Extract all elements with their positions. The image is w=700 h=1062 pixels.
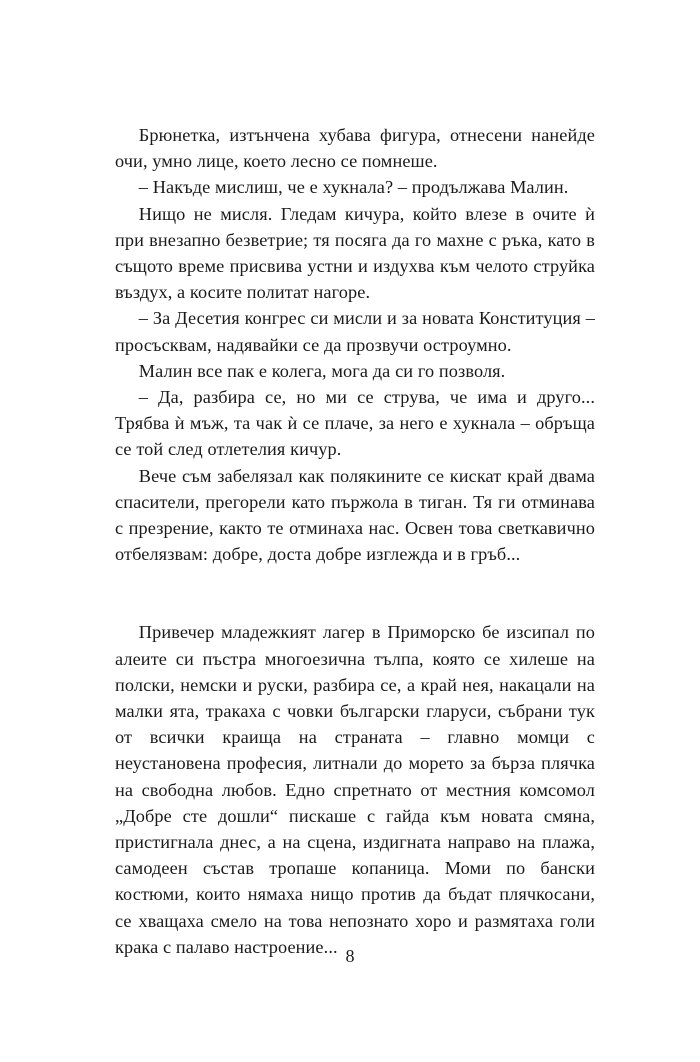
paragraph: – За Десетия конгрес си мисли и за новата Конституция – просъсквам, надявайки се да прозвучи остроумно. bbox=[115, 308, 595, 355]
section-break bbox=[115, 567, 595, 619]
page-body bbox=[115, 122, 595, 960]
paragraph: Вече съм забелязал как полякините се кискат край двама спасители, прегорели като пържола в тиган. Тя ги отминава с презрение, както те отминаха нас. Освен това светкавично отбелязвам: добре, доста добре изглежда и в гръб... bbox=[115, 465, 595, 565]
paragraph: – Да, разбира се, но ми се струва, че има и друго... Трябва ѝ мъж, та чак ѝ се плаче, за него е хукнала – обръща се той след отлетелия кичур. bbox=[115, 387, 595, 460]
paragraph: Привечер младежкият лагер в Приморско бе изсипал по алеите си пъстра многоезична тълпа, която се хилеше на полски, немски и руски, разбира се, а край нея, накацали на малки ята, тракаха с човки български гларуси, събрани тук от всички краища на страната – главно момци с неустановена професия, литнали до морето за бърза плячка на свободна любов. Едно спретнато от местния комсомол „Добре сте дошли“ пискаше с гайда към новата смяна, пристигнала днес, а на сцена, издигната направо на плажа, самодеен състав тропаше копаница. Моми по бански костюми, които нямаха нищо против да бъдат плячкосани, се хващаха смело на това непознато хоро и размятаха голи крака с палаво настроение... bbox=[115, 622, 595, 957]
section-2 bbox=[115, 619, 595, 960]
paragraph: – Накъде мислиш, че е хукнала? – продължава Малин. bbox=[138, 177, 569, 198]
paragraph: Брюнетка, изтънчена хубава фигура, отнесени нанейде очи, умно лице, което лесно се помнеше. bbox=[115, 125, 595, 172]
page-number: 8 bbox=[345, 946, 355, 966]
paragraph: Малин все пак е колега, мога да си го позволя. bbox=[138, 360, 506, 381]
section-1 bbox=[115, 122, 595, 567]
paragraph: Нищо не мисля. Гледам кичура, който влезе в очите ѝ при внезапно безветрие; тя посяга да го махне с ръка, като в същото време присвива устни и издухва към челото струйка въздух, а косите политат нагоре. bbox=[115, 203, 595, 303]
